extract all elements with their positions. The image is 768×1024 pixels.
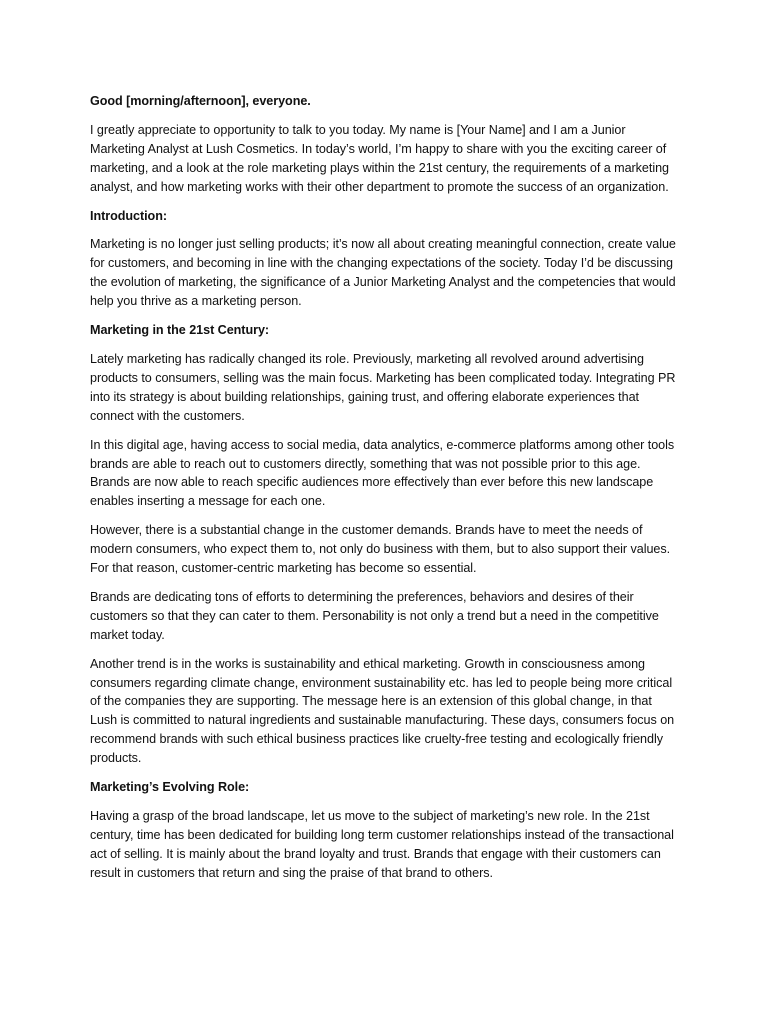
paragraph: Brands are dedicating tons of efforts to determining the preferences, behaviors and desires of their customers so that they can cater to them. Personability is not only a trend but a need in the competitive market today. xyxy=(90,589,659,642)
section-heading-evolving-role: Marketing’s Evolving Role: xyxy=(90,780,250,795)
paragraph: However, there is a substantial change in the customer demands. Brands have to meet the needs of modern consumers, who expect them to, not only do business with them, but to also support their values. For that reason, customer-centric marketing has become so essential. xyxy=(90,523,671,576)
document-page xyxy=(90,92,678,893)
intro-paragraph: I greatly appreciate to opportunity to talk to you today. My name is [Your Name] and I am a Junior Marketing Analyst at Lush Cosmetics. In today’s world, I’m happy to share with you the exciting career of marketing, and a look at the role marketing plays within the 21st century, the requirements of a marketing analyst, and how marketing works with their other department to promote the success of an organization. xyxy=(90,122,669,194)
paragraph: In this digital age, having access to social media, data analytics, e-commerce platforms among other tools brands are able to reach out to customers directly, something that was not possible prior to this age. Brands are now able to reach specific audiences more effectively than ever before this new landscape enables inserting a message for each one. xyxy=(90,437,675,509)
section-heading-introduction: Introduction: xyxy=(90,208,167,223)
section-heading-21st-century: Marketing in the 21st Century: xyxy=(90,323,270,338)
greeting: Good [morning/afternoon], everyone. xyxy=(90,94,311,108)
paragraph: Marketing is no longer just selling products; it’s now all about creating meaningful connection, create value for customers, and becoming in line with the changing expectations of the society. Today I’d be discussing the evolution of marketing, the significance of a Junior Marketing Analyst and the competencies that would help you thrive as a marketing person. xyxy=(90,237,676,309)
paragraph: Lately marketing has radically changed its role. Previously, marketing all revolved around advertising products to consumers, selling was the main focus. Marketing has been complicated today. Integrating PR into its strategy is about building relationships, gaining trust, and offering elaborate experiences that connect with the customers. xyxy=(90,351,676,423)
paragraph: Having a grasp of the broad landscape, let us move to the subject of marketing’s new role. In the 21st century, time has been dedicated for building long term customer relationships instead of the transactional act of selling. It is mainly about the brand loyalty and trust. Brands that engage with their customers can result in customers that return and sing the praise of that brand to others. xyxy=(90,809,674,880)
paragraph: Another trend is in the works is sustainability and ethical marketing. Growth in consciousness among consumers regarding climate change, environment sustainability etc. has led to people being more critical of the companies they are supporting. The message here is an extension of this global change, in that Lush is committed to natural ingredients and sustainable manufacturing. These days, consumers focus on recommend brands with such ethical business practices like cruelty-free testing and ecologically friendly products. xyxy=(90,656,675,766)
